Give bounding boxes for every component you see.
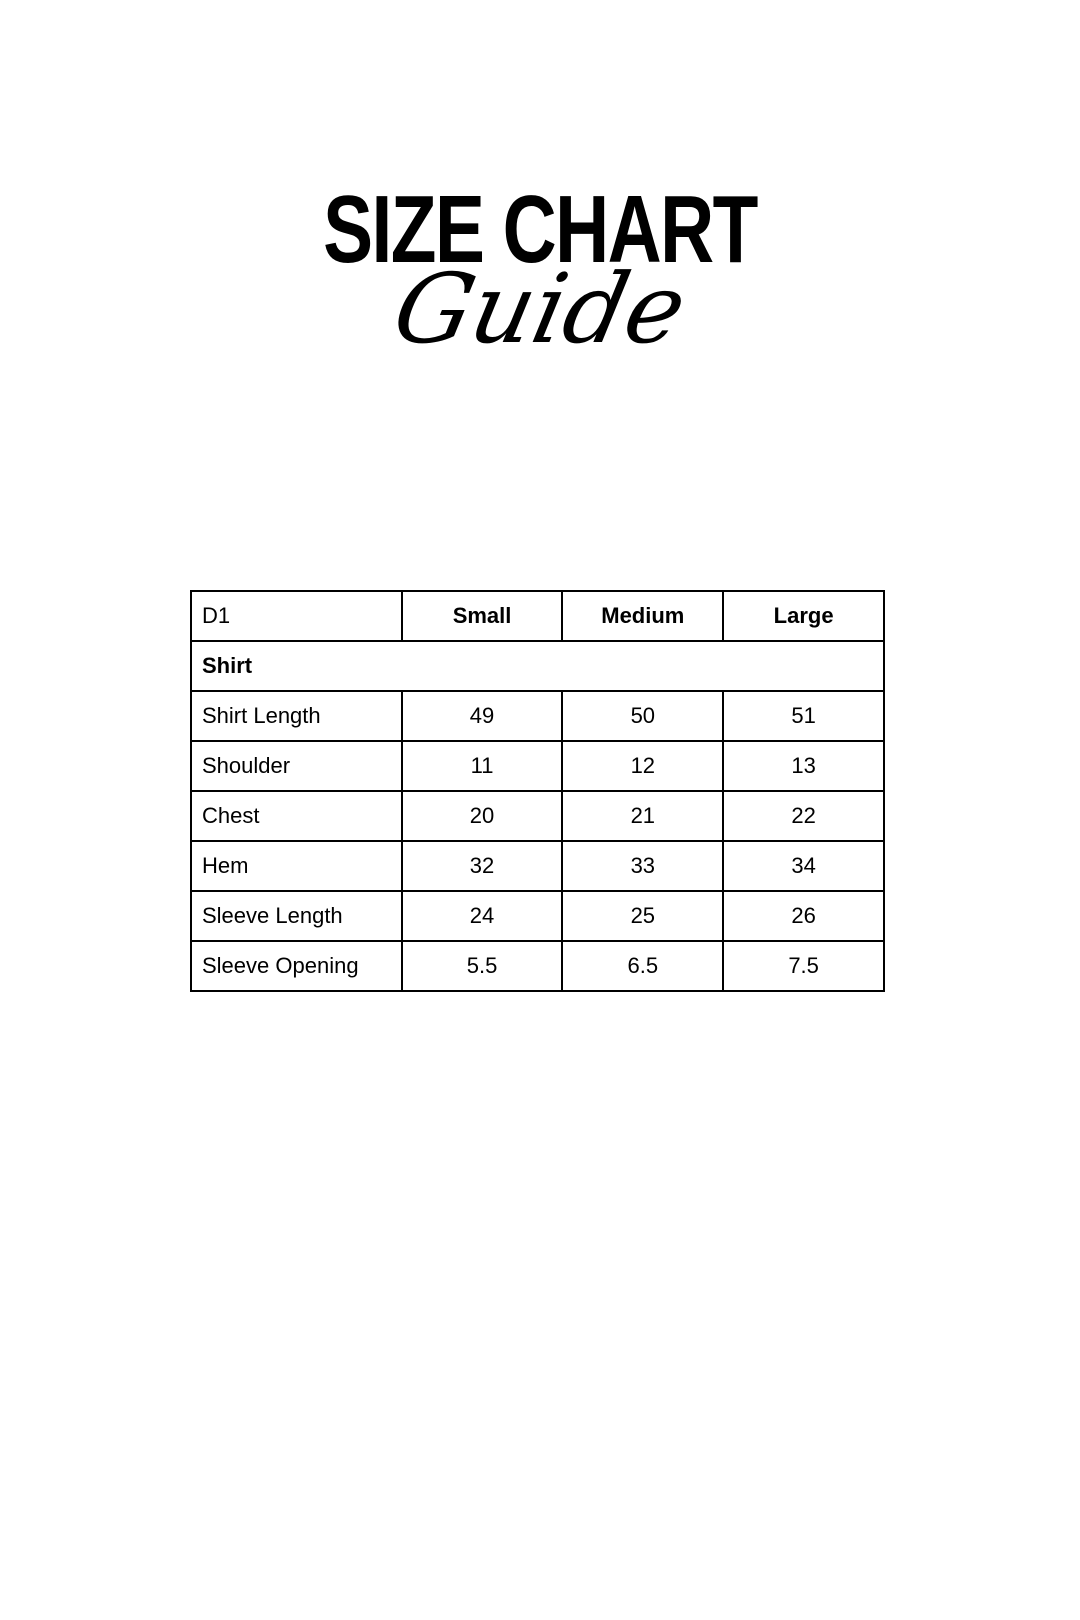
cell-medium: 12 xyxy=(562,741,723,791)
table-header-row xyxy=(191,591,884,641)
cell-large: 13 xyxy=(723,741,884,791)
cell-medium: 33 xyxy=(562,841,723,891)
row-label: Chest xyxy=(191,791,402,841)
table-row xyxy=(191,741,884,791)
cell-small: 24 xyxy=(402,891,563,941)
cell-medium: 25 xyxy=(562,891,723,941)
cell-small: 32 xyxy=(402,841,563,891)
cell-small: 11 xyxy=(402,741,563,791)
table-row xyxy=(191,891,884,941)
header-label-cell: D1 xyxy=(191,591,402,641)
cell-small: 5.5 xyxy=(402,941,563,991)
section-label-shirt: Shirt xyxy=(191,641,884,691)
table-row xyxy=(191,941,884,991)
cell-large: 22 xyxy=(723,791,884,841)
header-size-small: Small xyxy=(402,591,563,641)
table-row xyxy=(191,691,884,741)
row-label: Hem xyxy=(191,841,402,891)
cell-large: 26 xyxy=(723,891,884,941)
row-label: Sleeve Length xyxy=(191,891,402,941)
size-chart-table xyxy=(190,590,885,992)
table-row xyxy=(191,791,884,841)
cell-medium: 6.5 xyxy=(562,941,723,991)
table-section-row xyxy=(191,641,884,691)
cell-small: 20 xyxy=(402,791,563,841)
title-block xyxy=(0,170,1080,400)
cell-small: 49 xyxy=(402,691,563,741)
cell-large: 34 xyxy=(723,841,884,891)
cell-medium: 50 xyxy=(562,691,723,741)
row-label: Sleeve Opening xyxy=(191,941,402,991)
cell-large: 51 xyxy=(723,691,884,741)
row-label: Shirt Length xyxy=(191,691,402,741)
header-size-medium: Medium xyxy=(562,591,723,641)
row-label: Shoulder xyxy=(191,741,402,791)
header-size-large: Large xyxy=(723,591,884,641)
page-subtitle-script: Guide xyxy=(384,253,696,365)
cell-medium: 21 xyxy=(562,791,723,841)
page-title: SIZE CHART xyxy=(323,176,757,283)
table-row xyxy=(191,841,884,891)
cell-large: 7.5 xyxy=(723,941,884,991)
